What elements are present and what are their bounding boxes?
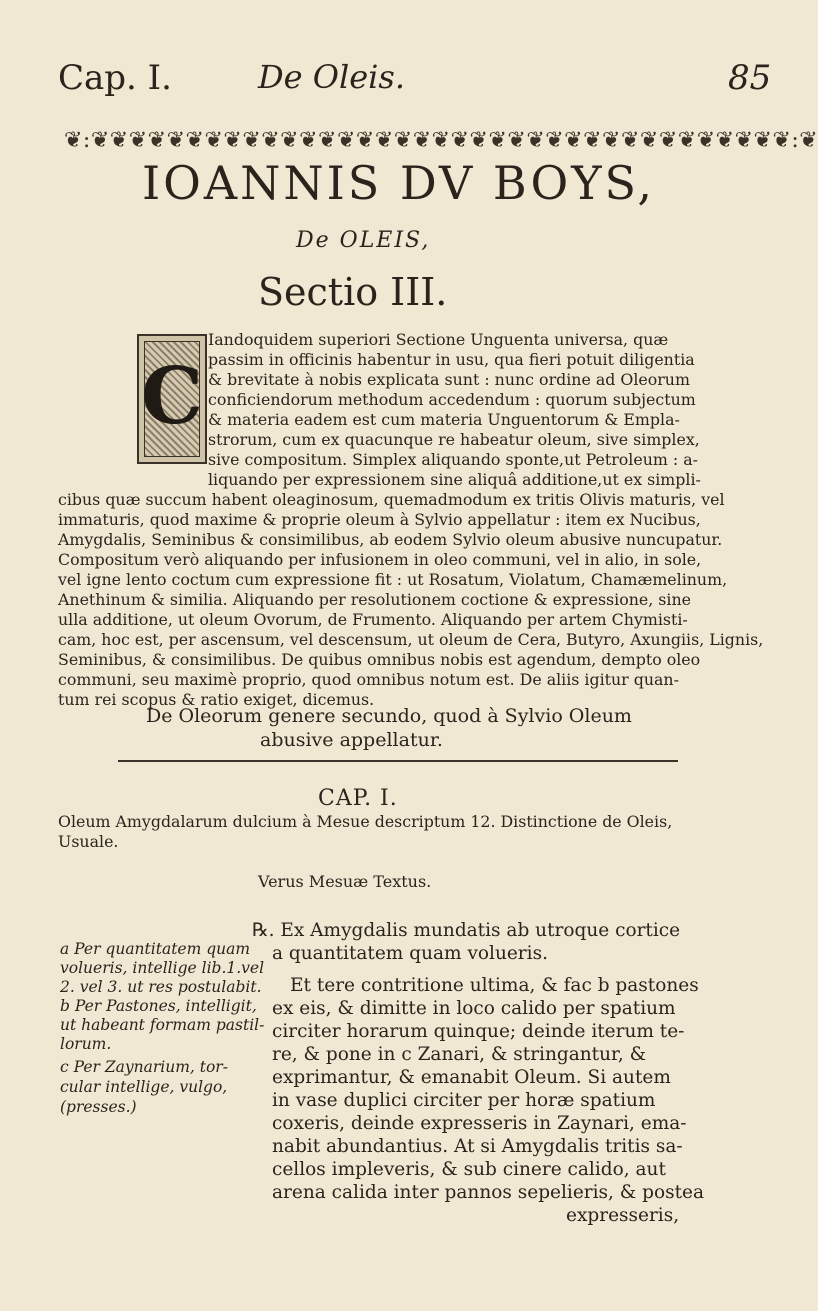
running-head-title: De Oleis. bbox=[258, 58, 405, 96]
paragraph-line: vel igne lento coctum cum expressione fit : ut Rosatum, Violatum, Chamæmelinum, bbox=[58, 570, 728, 589]
paragraph-line: tum rei scopus & ratio exiget, dicemus. bbox=[58, 690, 375, 709]
recipe-line: ex eis, & dimitte in loco calido per spatium bbox=[272, 998, 676, 1019]
paragraph-line: communi, seu maximè proprio, quod omnibus notum est. De aliis igitur quan- bbox=[58, 670, 679, 689]
side-note-line: b Per Pastones, intelligit, bbox=[60, 997, 257, 1015]
paragraph-line: Iandoquidem superiori Sectione Unguenta universa, quæ bbox=[208, 330, 669, 349]
decorated-initial bbox=[137, 334, 207, 464]
side-note-line: volueris, intellige lib.1.vel bbox=[60, 959, 265, 977]
recipe-line: a quantitatem quam volueris. bbox=[272, 943, 548, 964]
side-note-line: a Per quantitatem quam bbox=[60, 940, 251, 958]
paragraph-line: ulla additione, ut oleum Ovorum, de Frumento. Aliquando per artem Chymisti- bbox=[58, 610, 688, 629]
recipe-line: coxeris, deinde expresseris in Zaynari, ema- bbox=[272, 1113, 687, 1134]
paragraph-line: sive compositum. Simplex aliquando sponte,ut Petroleum : a- bbox=[208, 450, 698, 469]
side-note-line: ut habeant formam pastil- bbox=[60, 1016, 265, 1034]
recipe-line: ℞. Ex Amygdalis mundatis ab utroque cortice bbox=[252, 920, 681, 941]
recipe-line: nabit abundantius. At si Amygdalis tritis sa- bbox=[272, 1136, 683, 1157]
recipe-line: in vase duplici circiter per horæ spatium bbox=[272, 1090, 656, 1111]
side-note-line: cular intellige, vulgo, bbox=[60, 1078, 228, 1096]
paragraph-line: Amygdalis, Seminibus & consimilibus, ab eodem Sylvio oleum abusive nuncupatur. bbox=[58, 530, 723, 549]
paragraph-line: Seminibus, & consimilibus. De quibus omnibus nobis est agendum, dempto oleo bbox=[58, 650, 701, 669]
side-note-line: (presses.) bbox=[60, 1098, 137, 1116]
recipe-line: cellos impleveris, & sub cinere calido, aut bbox=[272, 1159, 666, 1180]
recipe-line: circiter horarum quinque; deinde iterum te- bbox=[272, 1021, 685, 1042]
summary-line: abusive appellatur. bbox=[260, 729, 443, 751]
paragraph-line: cam, hoc est, per ascensum, vel descensum, ut oleum de Cera, Butyro, Axungiis, Lignis, bbox=[58, 630, 764, 649]
paragraph-line: Anethinum & similia. Aliquando per resolutionem coctione & expressione, sine bbox=[58, 590, 691, 609]
subject-heading: De OLEIS, bbox=[296, 228, 431, 253]
chapter-intro-line: Oleum Amygdalarum dulcium à Mesue descriptum 12. Distinctione de Oleis, bbox=[58, 812, 673, 831]
text-heading: Verus Mesuæ Textus. bbox=[258, 872, 432, 891]
side-note-line: 2. vel 3. ut res postulabit. bbox=[60, 978, 262, 996]
side-note-line: lorum. bbox=[60, 1035, 112, 1053]
paragraph-line: immaturis, quod maxime & proprie oleum à Sylvio appellatur : item ex Nucibus, bbox=[58, 510, 701, 529]
author-name: IOANNIS DV BOYS, bbox=[142, 156, 656, 210]
running-head-chapter: Cap. I. bbox=[58, 58, 172, 98]
recipe-line: expresseris, bbox=[566, 1205, 680, 1226]
paragraph-line: strorum, cum ex quacunque re habeatur oleum, sive simplex, bbox=[208, 430, 700, 449]
paragraph-line: conficiendorum methodum accedendum : quorum subjectum bbox=[208, 390, 696, 409]
paragraph-line: Compositum verò aliquando per infusionem in oleo communi, vel in alio, in sole, bbox=[58, 550, 702, 569]
paragraph-line: liquando per expressionem sine aliquâ additione,ut ex simpli- bbox=[208, 470, 701, 489]
chapter-intro-line: Usuale. bbox=[58, 832, 119, 851]
recipe-line: exprimantur, & emanabit Oleum. Si autem bbox=[272, 1067, 671, 1088]
paragraph-line: & brevitate à nobis explicata sunt : nunc ordine ad Oleorum bbox=[208, 370, 690, 389]
page-number: 85 bbox=[728, 58, 772, 98]
summary-line: De Oleorum genere secundo, quod à Sylvio Oleum bbox=[146, 705, 632, 727]
chapter-heading: CAP. I. bbox=[318, 786, 398, 811]
section-heading: Sectio III. bbox=[258, 270, 448, 314]
paragraph-line: passim in officinis habentur in usu, qua fieri potuit diligentia bbox=[208, 350, 695, 369]
horizontal-rule bbox=[118, 760, 678, 762]
ornament-band: ❦:❦❦❦❦❦❦❦❦❦❦❦❦❦❦❦❦❦❦❦❦❦❦❦❦❦❦❦❦❦❦❦❦❦❦❦❦❦:❦ bbox=[64, 128, 818, 153]
recipe-line: re, & pone in c Zanari, & stringantur, & bbox=[272, 1044, 647, 1065]
paragraph-line: & materia eadem est cum materia Unguentorum & Empla- bbox=[208, 410, 680, 429]
recipe-line: arena calida inter pannos sepelieris, & postea bbox=[272, 1182, 705, 1203]
side-note-line: c Per Zaynarium, tor- bbox=[60, 1058, 228, 1076]
initial-letter: C bbox=[140, 351, 204, 442]
paragraph-line: cibus quæ succum habent oleaginosum, quemadmodum ex tritis Olivis maturis, vel bbox=[58, 490, 725, 509]
recipe-line: Et tere contritione ultima, & fac b pastones bbox=[290, 975, 699, 996]
